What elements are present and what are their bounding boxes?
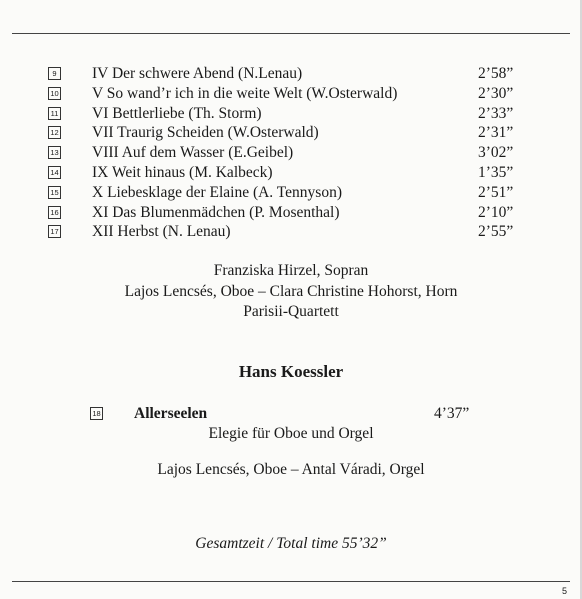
- track-duration: 2’10”: [478, 203, 514, 221]
- track-number-box: 13: [48, 146, 61, 159]
- track-title: X Liebesklage der Elaine (A. Tennyson): [92, 183, 342, 201]
- page-number: 5: [562, 586, 568, 596]
- track-number-box: 10: [48, 87, 61, 100]
- total-time: Gesamtzeit / Total time 55’32”: [195, 535, 387, 552]
- track-title: V So wand’r ich in die weite Welt (W.Osterwald): [92, 84, 398, 102]
- track-row: [48, 222, 548, 242]
- track-row: [48, 123, 548, 143]
- track-18: [90, 404, 490, 424]
- track-number-box: 18: [90, 407, 103, 420]
- track-title: VI Bettlerliebe (Th. Storm): [92, 104, 262, 122]
- track-row: [48, 143, 548, 163]
- performer-line-2: Lajos Lencsés, Oboe – Clara Christine Hohorst, Horn: [124, 283, 458, 300]
- bottom-rule: [12, 581, 570, 582]
- track-number-box: 16: [48, 206, 61, 219]
- track-title: VIII Auf dem Wasser (E.Geibel): [92, 144, 294, 162]
- track-title: Allerseelen: [134, 405, 208, 422]
- track-duration: 2’30”: [478, 84, 514, 102]
- track-row: [48, 84, 548, 104]
- composer-heading: Hans Koessler: [238, 362, 344, 381]
- track-title: IV Der schwere Abend (N.Lenau): [92, 65, 303, 82]
- track-duration: 2’31”: [478, 124, 514, 142]
- track-number-box: 14: [48, 166, 61, 179]
- track-duration: 2’51”: [478, 183, 514, 201]
- track-number-box: 9: [48, 67, 61, 80]
- track-number-box: 11: [48, 107, 61, 120]
- track-duration: 4’37”: [434, 405, 470, 422]
- track-title: XII Herbst (N. Lenau): [92, 223, 231, 241]
- track-title: IX Weit hinaus (M. Kalbeck): [92, 164, 273, 181]
- performer-line-1: Franziska Hirzel, Sopran: [213, 262, 369, 279]
- track-duration: 1’35”: [478, 164, 514, 181]
- top-rule: [12, 33, 570, 34]
- track-number-box: 17: [48, 225, 61, 238]
- track-18-performers: Lajos Lencsés, Oboe – Antal Váradi, Orgel: [157, 461, 425, 478]
- track-duration: 3’02”: [478, 144, 514, 162]
- track-number-box: 12: [48, 126, 61, 139]
- track-row: [48, 203, 548, 223]
- track-title: VII Traurig Scheiden (W.Osterwald): [92, 124, 319, 142]
- track-duration: 2’55”: [478, 223, 514, 241]
- track-title: XI Das Blumenmädchen (P. Mosenthal): [92, 203, 340, 221]
- track-row: [48, 64, 548, 84]
- track-duration: 2’58”: [478, 65, 514, 82]
- track-duration: 2’33”: [478, 104, 514, 122]
- track-row: [48, 183, 548, 203]
- track-number-box: 15: [48, 186, 61, 199]
- track-18-subtitle: Elegie für Oboe und Orgel: [208, 425, 374, 442]
- performer-line-3: Parisii-Quartett: [243, 303, 339, 320]
- track-row: [48, 104, 548, 124]
- track-row: [48, 163, 548, 183]
